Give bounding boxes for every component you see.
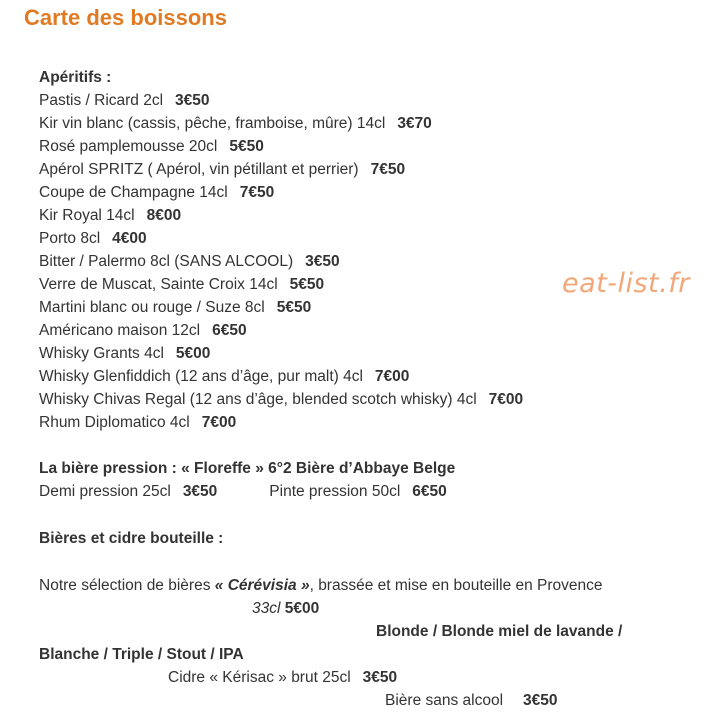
pinte-price: 6€50	[412, 483, 447, 500]
page-title: Carte des boissons	[24, 5, 227, 30]
cidre-label: Cidre « Kérisac » brut 25cl	[168, 669, 351, 686]
demi-label: Demi pression 25cl	[39, 483, 171, 500]
aperitif-name: Bitter / Palermo 8cl (SANS ALCOOL)	[39, 253, 294, 270]
aperitif-name: Coupe de Champagne 14cl	[39, 184, 228, 201]
aperitif-price: 6€50	[212, 322, 247, 339]
aperitif-item	[39, 321, 247, 341]
aperitif-price: 5€50	[289, 276, 325, 293]
aperitif-item	[39, 367, 409, 387]
aperitif-name: Whisky Glenfiddich (12 ans d’âge, pur malt) 4cl	[39, 368, 363, 385]
aperitif-name: Whisky Grants 4cl	[39, 345, 164, 362]
aperitif-item	[39, 390, 523, 410]
aperitif-item	[39, 275, 324, 295]
aperitif-name: Whisky Chivas Regal (12 ans d’âge, blended scotch whisky) 4cl	[39, 391, 477, 408]
aperitif-item	[39, 160, 405, 180]
aperitif-name: Apérol SPRITZ ( Apérol, vin pétillant et perrier)	[39, 161, 359, 178]
selection-suffix: , brassée et mise en bouteille en Provence	[309, 577, 603, 594]
aperitif-price: 5€50	[276, 299, 312, 316]
varieties-line-1: Blonde / Blonde miel de lavande /	[376, 623, 623, 640]
bottles-heading: Bières et cidre bouteille :	[39, 530, 224, 547]
aperitif-name: Verre de Muscat, Sainte Croix 14cl	[39, 276, 278, 293]
sans-alcool-label: Bière sans alcool	[385, 692, 504, 709]
aperitif-price: 5€50	[229, 138, 264, 155]
sans-alcool-line	[385, 691, 558, 711]
aperitif-price: 3€50	[175, 92, 210, 109]
bottle-size-price: 5€00	[284, 600, 320, 617]
cidre-line	[168, 668, 397, 688]
aperitif-item	[39, 229, 147, 249]
selection-prefix: Notre sélection de bières	[39, 577, 211, 594]
size-line	[252, 599, 319, 619]
aperitif-price: 4€00	[112, 230, 147, 247]
aperitif-item	[39, 206, 181, 226]
aperitif-item	[39, 91, 210, 111]
aperitif-name: Kir Royal 14cl	[39, 207, 135, 224]
aperitif-item	[39, 413, 236, 433]
selection-line	[39, 576, 603, 596]
draft-beer-heading: La bière pression : « Floreffe » 6°2 Bière d’Abbaye Belge	[39, 460, 456, 477]
aperitif-name: Pastis / Ricard 2cl	[39, 92, 164, 109]
aperitif-price: 3€70	[397, 115, 432, 132]
aperitif-name: Rosé pamplemousse 20cl	[39, 138, 218, 155]
aperitif-name: Martini blanc ou rouge / Suze 8cl	[39, 299, 265, 316]
cidre-price: 3€50	[362, 669, 398, 686]
aperitif-price: 7€00	[374, 368, 410, 385]
aperitifs-heading: Apéritifs :	[39, 69, 112, 86]
aperitif-name: Kir vin blanc (cassis, pêche, framboise, mûre) 14cl	[39, 115, 386, 132]
aperitif-item	[39, 183, 274, 203]
aperitif-price: 8€00	[146, 207, 182, 224]
pinte-label: Pinte pression 50cl	[269, 483, 401, 500]
aperitif-price: 7€00	[201, 414, 237, 431]
aperitif-price: 7€50	[239, 184, 275, 201]
aperitif-price: 3€50	[305, 253, 340, 270]
aperitif-price: 7€00	[488, 391, 524, 408]
aperitif-name: Américano maison 12cl	[39, 322, 201, 339]
bottle-size: 33cl	[252, 600, 281, 617]
aperitif-item	[39, 137, 264, 157]
aperitif-name: Rhum Diplomatico 4cl	[39, 414, 190, 431]
demi-price: 3€50	[182, 483, 218, 500]
aperitif-item	[39, 114, 432, 134]
sans-alcool-price: 3€50	[523, 692, 558, 709]
aperitif-item	[39, 298, 311, 318]
aperitif-item	[39, 344, 210, 364]
draft-beer-prices	[39, 482, 447, 502]
selection-brand: « Cérévisia »	[214, 577, 310, 594]
watermark-logo: eat-list.fr	[562, 268, 690, 299]
aperitif-price: 5€00	[175, 345, 211, 362]
aperitif-name: Porto 8cl	[39, 230, 101, 247]
varieties-line-2: Blanche / Triple / Stout / IPA	[39, 646, 244, 663]
aperitif-item	[39, 252, 340, 272]
aperitif-price: 7€50	[370, 161, 406, 178]
